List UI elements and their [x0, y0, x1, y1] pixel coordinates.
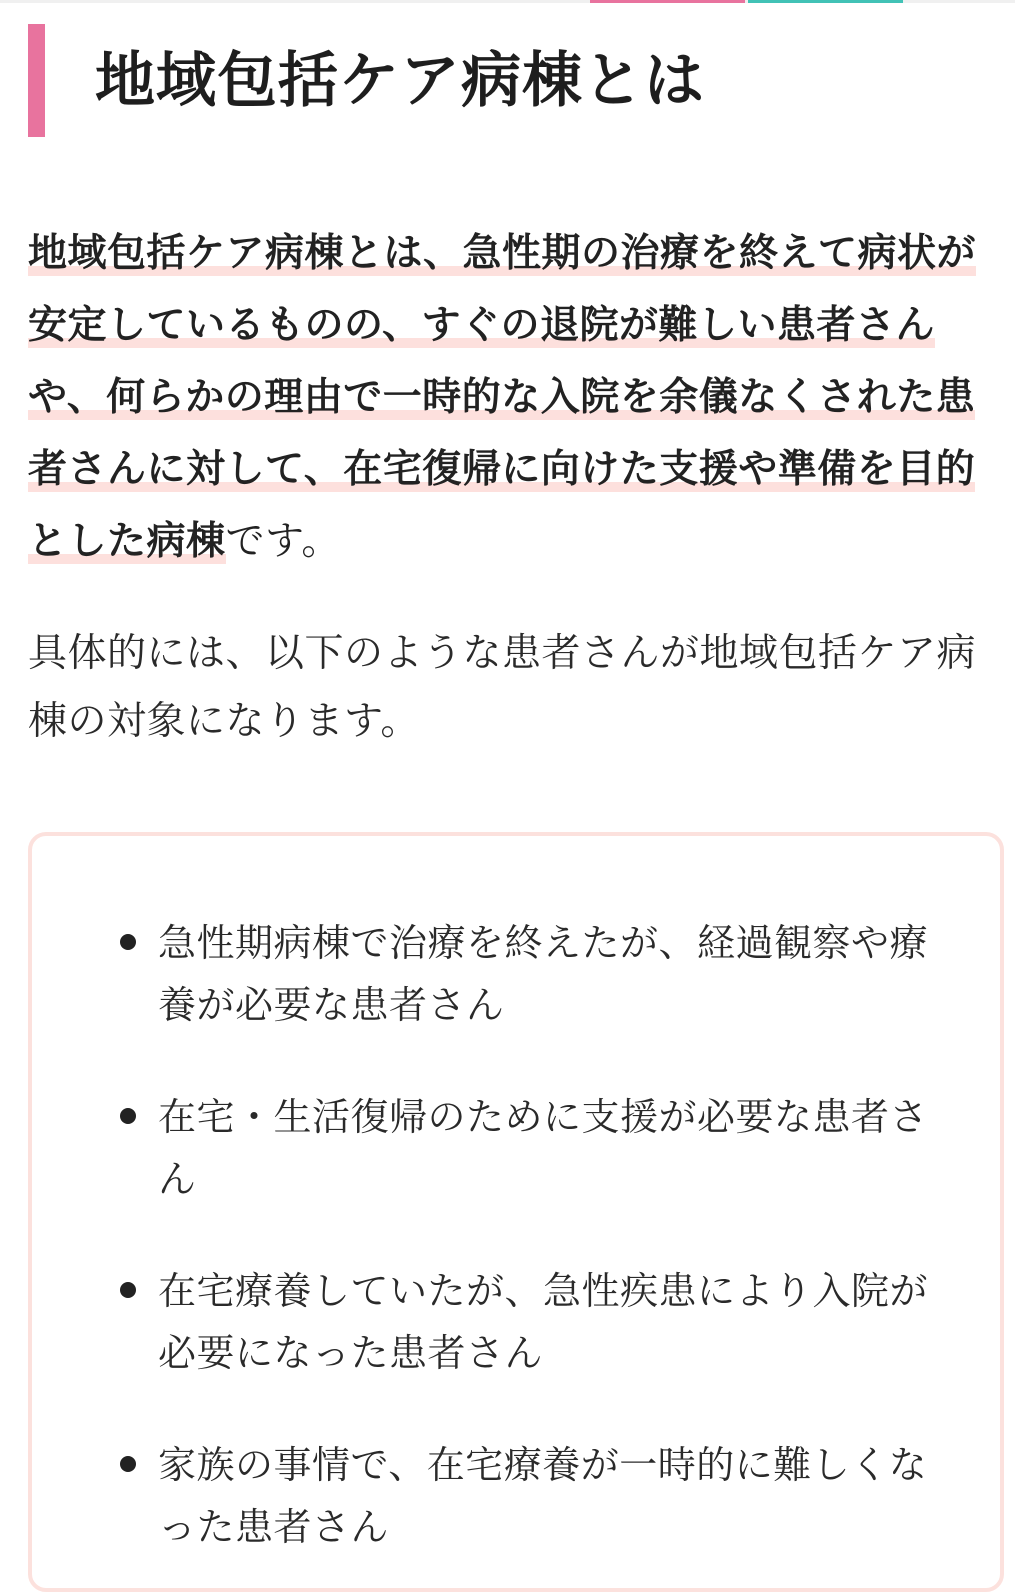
section-title: 地域包括ケア病棟とは	[95, 45, 705, 116]
target-patients-box	[28, 832, 1004, 1592]
top-bar-pink-segment	[590, 0, 745, 3]
list-item	[120, 1260, 958, 1384]
lead-paragraph	[28, 218, 993, 578]
intro-paragraph: 具体的には、以下のような患者さんが地域包括ケア病棟の対象になります。	[28, 631, 977, 744]
bullet-icon	[120, 1282, 136, 1298]
target-patients-list	[32, 836, 1000, 1558]
list-item-text: 急性期病棟で治療を終えたが、経過観察や療養が必要な患者さん	[158, 921, 929, 1027]
list-item	[120, 1434, 958, 1558]
bullet-icon	[120, 1108, 136, 1124]
bullet-icon	[120, 934, 136, 950]
bullet-icon	[120, 1456, 136, 1472]
heading-accent-bar	[28, 24, 45, 137]
top-bar-teal-segment	[748, 0, 903, 3]
list-item-text: 家族の事情で、在宅療養が一時的に難しくなった患者さん	[158, 1443, 928, 1549]
highlighted-definition: 地域包括ケア病棟とは、急性期の治療を終えて病状が安定しているものの、すぐの退院が難しい患者さんや、何らかの理由で一時的な入院を余儀なくされた患者さんに対して、在宅復帰に向けた支援や準備を目的とした病棟	[28, 231, 977, 564]
list-item	[120, 912, 958, 1036]
list-item	[120, 1086, 958, 1210]
top-progress-bar	[0, 0, 1015, 3]
section-heading	[28, 24, 988, 137]
list-item-text: 在宅療養していたが、急性疾患により入院が必要になった患者さん	[158, 1269, 929, 1375]
list-item-text: 在宅・生活復帰のために支援が必要な患者さん	[158, 1095, 929, 1201]
lead-suffix: です。	[225, 519, 341, 564]
